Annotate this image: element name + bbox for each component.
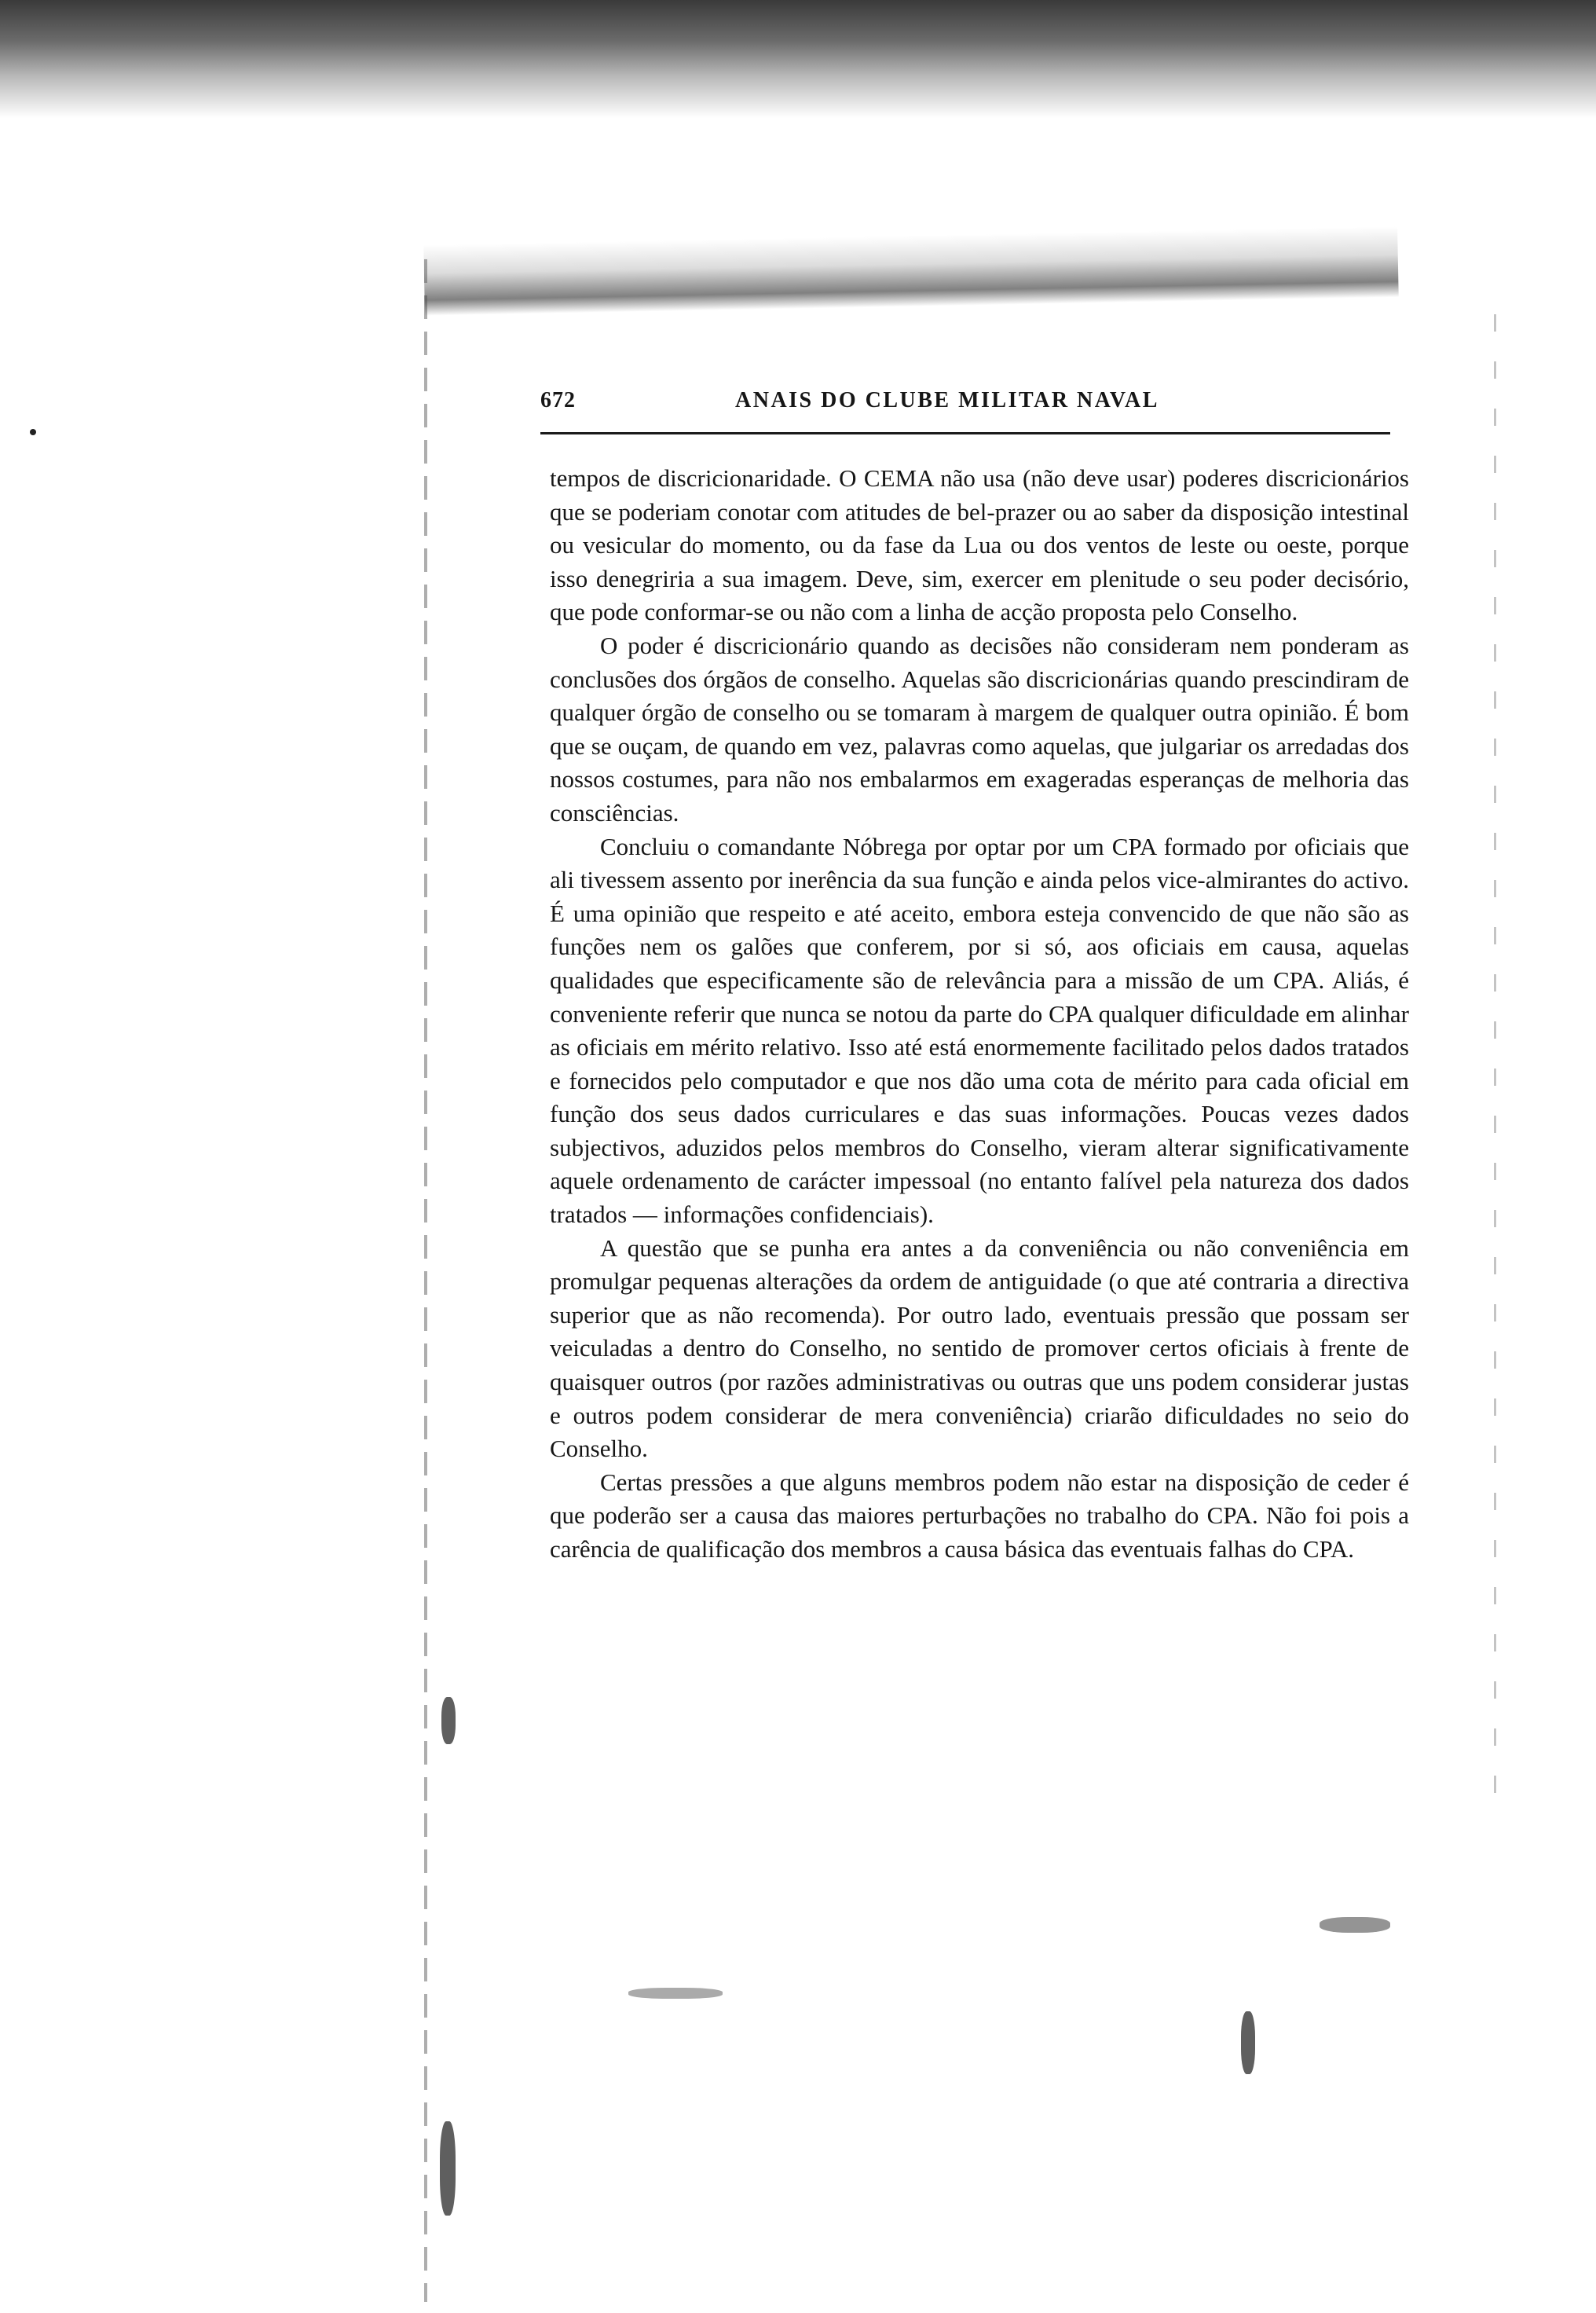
paragraph: Concluiu o comandante Nóbrega por optar por um CPA formado por oficiais que ali tivessem assento por inerência da sua função e ainda pelos vice-almirantes do activo. É uma opinião que respeito e até aceito, embora esteja convencido de que não são as funções nem os galões que conferem, por si só, aos oficiais em causa, aquelas qualidades que especificamente são de relevância para a missão de um CPA. Aliás, é conveniente referir que nunca se notou da parte do CPA qualquer dificuldade em alinhar as oficiais em mérito relativo. Isso até está enormemente facilitado pelos dados tratados e fornecidos pelo computador e que nos dão uma cota de mérito para cada oficial em função dos seus dados curriculares e das suas informações. Poucas vezes dados subjectivos, aduzidos pelos membros do Conselho, vieram alterar significativamente aquele ordenamento de carácter impessoal (no entanto falível pela natureza dos dados tratados — informações confidenciais). bbox=[550, 832, 1409, 1229]
scan-smudge bbox=[440, 2121, 456, 2216]
paragraph: Certas pressões a que alguns membros podem não estar na disposição de ceder é que poderão ser a causa das maiores perturbações no trabalho do CPA. Não foi pois a carência de qualificação dos membros a causa básica das eventuais falhas do CPA. bbox=[550, 1468, 1409, 1563]
paragraph: O poder é discricionário quando as decisões não consideram nem ponderam as conclusões dos órgãos de conselho. Aquelas são discricionárias quando prescindiram de qualquer órgão de conselho ou se tomaram à margem de qualquer outra opinião. É bom que se ouçam, de quando em vez, palavras como aquelas, que julgariar os arredadas dos nossos costumes, para não nos embalarmos em exageradas esperanças de melhoria das consciências. bbox=[550, 631, 1409, 827]
paragraph: A questão que se punha era antes a da conveniência ou não conveniência em promulgar pequenas alterações da ordem de antiguidade (o que até contraria a directiva superior que as não recomenda). Por outro lado, eventuais pressão que possam ser veiculadas a dentro do Conselho, no sentido de promover certos oficiais à frente de quaisquer outros (por razões administrativas ou outras que uns podem considerar justas e outros podem considerar de mera conveniência) criarão dificuldades no seio do Conselho. bbox=[550, 1233, 1409, 1463]
scan-smudge bbox=[1320, 1917, 1390, 1933]
scan-smudge bbox=[628, 1988, 723, 1999]
paragraph: tempos de discricionaridade. O CEMA não usa (não deve usar) poderes discricionários que se poderiam conotar com atitudes de bel-prazer ou ao saber da disposição intestinal ou vesicular do momento, ou da fase da Lua ou dos ventos de leste ou oeste, porque isso denegriria a sua imagem. Deve, sim, exercer em plenitude o seu poder decisório, que pode conformar-se ou não com a linha de acção proposta pelo Conselho. bbox=[550, 464, 1409, 626]
scan-speck bbox=[30, 429, 36, 435]
page-header bbox=[540, 385, 1390, 434]
scan-smudge bbox=[441, 1697, 456, 1744]
scan-left-margin bbox=[424, 259, 427, 2302]
scan-smudge bbox=[1241, 2011, 1255, 2074]
scan-right-margin bbox=[1494, 314, 1496, 1807]
page-number: 672 bbox=[540, 388, 576, 412]
article-body bbox=[550, 462, 1409, 1567]
journal-title: ANAIS DO CLUBE MILITAR NAVAL bbox=[735, 388, 1159, 412]
scan-top-edge bbox=[0, 0, 1596, 118]
scan-page-edge bbox=[423, 226, 1398, 316]
